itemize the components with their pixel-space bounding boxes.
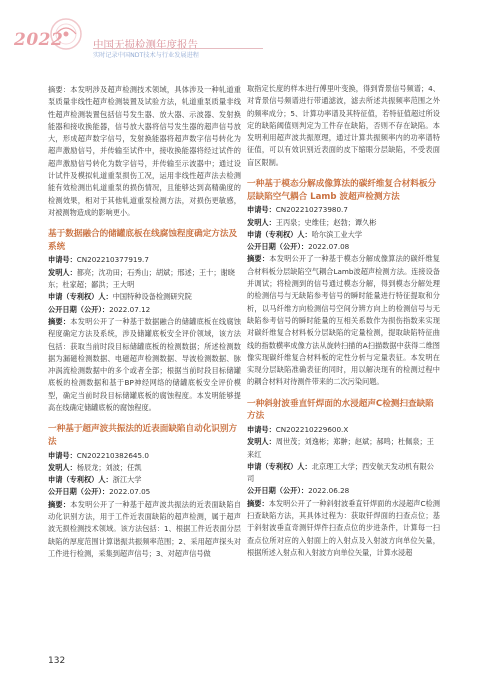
field-value: 2022.07.12	[109, 304, 151, 314]
patent-title: 一种斜射波垂直钎焊面的水浸超声C检测扫查缺陷方法	[247, 398, 434, 422]
applicant	[247, 229, 440, 241]
field-value: 2022.07.08	[308, 242, 350, 252]
patent-abstract	[247, 498, 440, 559]
patent-title: 一种基于超声波共振法的近表面缺陷自动化识别方法	[48, 424, 238, 447]
field-label: 摘要：	[247, 498, 269, 508]
left-column	[48, 84, 241, 569]
abstract-text: 本发明公开了一种斜射波垂直钎焊面的水浸超声C检测扫查缺陷方法，其具体过程为：获取钎焊面的扫查点位；基于斜射波垂直奇测钎焊件扫查点位的步进条件，计算每一扫查点位所对应的入射面上的入射点及入射波方向单位矢量，根据所述入射点和入射波方向单位矢量，计算水浸超	[247, 498, 440, 557]
abstract-text: 本发明公开了一种基于模态分解成像算法的碳纤维复合材料板分层缺陷空气耦合Lamb波超声检测方法。连接设备并调试；将检测到的信号通过模态分解，得到模态分解处理的检测信号与无缺陷参考信号的瞬时能量进行特征提取和分析，以马纤维方向检测信号空间分辨方向上的检测信号与无缺陷参考信号的瞬时能量的互相关系数作为损伤指数来实现对碳纤维复合材料板分层缺陷的定量检测，提取缺陷特征曲线的指数横率成像方法从旋转扫描的A扫描数据中获得二维图像实现碳纤维复合材料板的定性分析与定量表征。本发明在实现分层缺陷准确表征的同时，用以解决现有的检测过程中的耦合材料对待测件带来的二次污染问题。	[247, 254, 440, 387]
right-column	[247, 83, 440, 568]
field-value: 杨辰龙；刘波；任凯	[76, 462, 142, 472]
field-value: 2022.07.05	[109, 487, 151, 497]
field-value: CN202210273980.7	[275, 205, 348, 215]
applicant	[247, 461, 440, 486]
field-label: 申请号：	[48, 450, 77, 460]
field-label: 发明人：	[247, 217, 276, 227]
patent-abstract	[48, 316, 241, 414]
page-number: 132	[48, 656, 66, 666]
field-label: 申请（专利权）人：	[48, 292, 113, 302]
field-value: 周世茂；刘逸彬；郑翀；赵斌；郝鸣；杜佩泉；王来红	[247, 437, 434, 459]
abstract-text: 本发明公开了一种基于超声波共振法的近表面缺陷自动化识别方法，用于工件近表面缺陷的超声检测，属于超声波无损检测技术领域。该方法包括：1、根据工件近表面分层缺陷的厚度范围计算谐振共振频率范围；2、采用超声探头对工件进行检测，采集到超声信号；3、对超声信号做	[48, 499, 241, 558]
continued-abstract: 取指定长度的样本进行傅里叶变换，得到背景信号频谱；4、对背景信号频谱进行带通滤波，滤去所述共振频率范围之外的频率成分；5、计算功率谱及其特征值，若特征值超过所设定的缺陷阈值则判定为工件存在缺陷，否则不存在缺陷。本发明利用超声波共振原理，通过计算共振频率内的功率谱特征值，可以有效识别近表面的皮下缩眼分层缺陷，不受表面盲区限制。	[247, 84, 440, 167]
field-label: 公开日期（公开）：	[247, 486, 309, 496]
report-title: 中国无损检测年度报告	[93, 39, 198, 51]
patent-entry	[48, 228, 241, 414]
patent-title: 一种基于模态分解成像算法的碳纤维复合材料板分层缺陷空气耦合 Lamb 波超声检测方法	[247, 179, 437, 202]
inventors	[48, 462, 241, 474]
patent-abstract	[48, 499, 241, 560]
field-value: 中国特种设备检测研究院	[112, 292, 192, 302]
patent-title: 基于数据融合的储罐底板在线腐蚀程度确定方法及系统	[48, 229, 238, 252]
field-label: 发明人：	[247, 437, 276, 447]
applicant	[48, 291, 241, 303]
patent-abstract	[247, 253, 440, 388]
applicant	[48, 474, 241, 486]
header-divider	[93, 48, 263, 49]
abstract-text: 本发明公开了一种基于数据融合的储罐底板在线腐蚀程度确定方法及系统，涉及储罐底板安全评价领域，该方法包括：获取当前时段目标储罐底板的检测数据；所述检测数据为漏磁检测数据、电磁超声检测数据、导波检测数据、脉冲涡流检测数据中的多个或者全部；根据当前时段目标储罐底板的检测数据和基于BP神经网络的储罐底板安全评价模型，确定当前时段目标储罐底板的腐蚀程度。本发明能够提高在线确定储罐底板的腐蚀程度。	[48, 316, 241, 413]
application-number	[247, 204, 440, 216]
field-label: 摘要：	[247, 254, 270, 264]
publication-date	[48, 486, 241, 498]
inventors	[247, 217, 440, 229]
field-label: 申请号：	[247, 424, 276, 434]
field-label: 摘要：	[48, 316, 71, 326]
field-value: 王丙泉；史维佳；赵勃；谭久彬	[275, 217, 377, 227]
application-number	[48, 450, 241, 462]
publication-date	[247, 485, 440, 497]
field-label: 发明人：	[48, 267, 77, 277]
continued-abstract: 摘要：本发明涉及超声检测技术领域，具体涉及一种轧道重泵质量非线性超声检测装置及试验方法，轧道重泵质量非线性超声检测装置包括信号发生器、放大器、示波器、发射换能器和接收换能器，信号放大器将信号发生器的超声信号放大，形成超声数字信号，发射换能器将超声数字信号转化为超声激励信号，并传输至试件中，接收换能器将经过试件的超声激励信号转化为数字信号，并传输至示波器中；通过设计试件及模拟轧道重泵损伤工况，运用非线性超声法去检测能有效检测出轧道重泵的损伤情况，且能够达到高精确度的检测效果，相对于其他轧道重泵检测方法，对损伤更敏感，对被测物造成的影响更小。	[48, 85, 241, 217]
field-value: 哈尔滨工业大学	[311, 229, 363, 239]
patent-entry	[247, 398, 440, 559]
publication-date	[247, 241, 440, 253]
field-label: 申请号：	[247, 205, 276, 215]
application-number	[247, 424, 440, 436]
field-value: 北京理工大学；西安航天发动机有限公司	[247, 461, 434, 484]
report-header	[0, 0, 480, 58]
field-label: 申请号：	[48, 255, 77, 265]
application-number	[48, 254, 241, 266]
field-label: 公开日期（公开）：	[48, 487, 110, 497]
report-subtitle: 实时记录中国NDT技术与行业发展进程	[93, 52, 199, 59]
field-value: CN202210229600.X	[275, 424, 349, 434]
field-label: 公开日期（公开）：	[48, 304, 110, 314]
field-label: 发明人：	[48, 462, 77, 472]
inventors	[247, 436, 440, 461]
field-label: 摘要：	[48, 499, 71, 509]
patent-entry	[247, 178, 440, 389]
publication-date	[48, 304, 241, 316]
field-value: 2022.06.28	[308, 486, 350, 496]
field-label: 申请（专利权）人：	[48, 475, 113, 485]
field-value: 都亮；沈功田；石秀山；胡斌；邢述；王十；谢晓东；杜家超；鄙洪；王大明	[48, 267, 235, 290]
patent-entry	[48, 423, 241, 560]
field-label: 公开日期（公开）：	[247, 242, 309, 252]
inventors	[48, 267, 241, 292]
field-label: 申请（专利权）人：	[247, 461, 312, 471]
field-value: CN202210382645.0	[76, 450, 149, 460]
field-label: 申请（专利权）人：	[247, 229, 312, 239]
report-year: 2022	[14, 30, 64, 50]
field-value: CN202210377919.7	[76, 255, 149, 265]
field-value: 浙江大学	[112, 475, 142, 485]
